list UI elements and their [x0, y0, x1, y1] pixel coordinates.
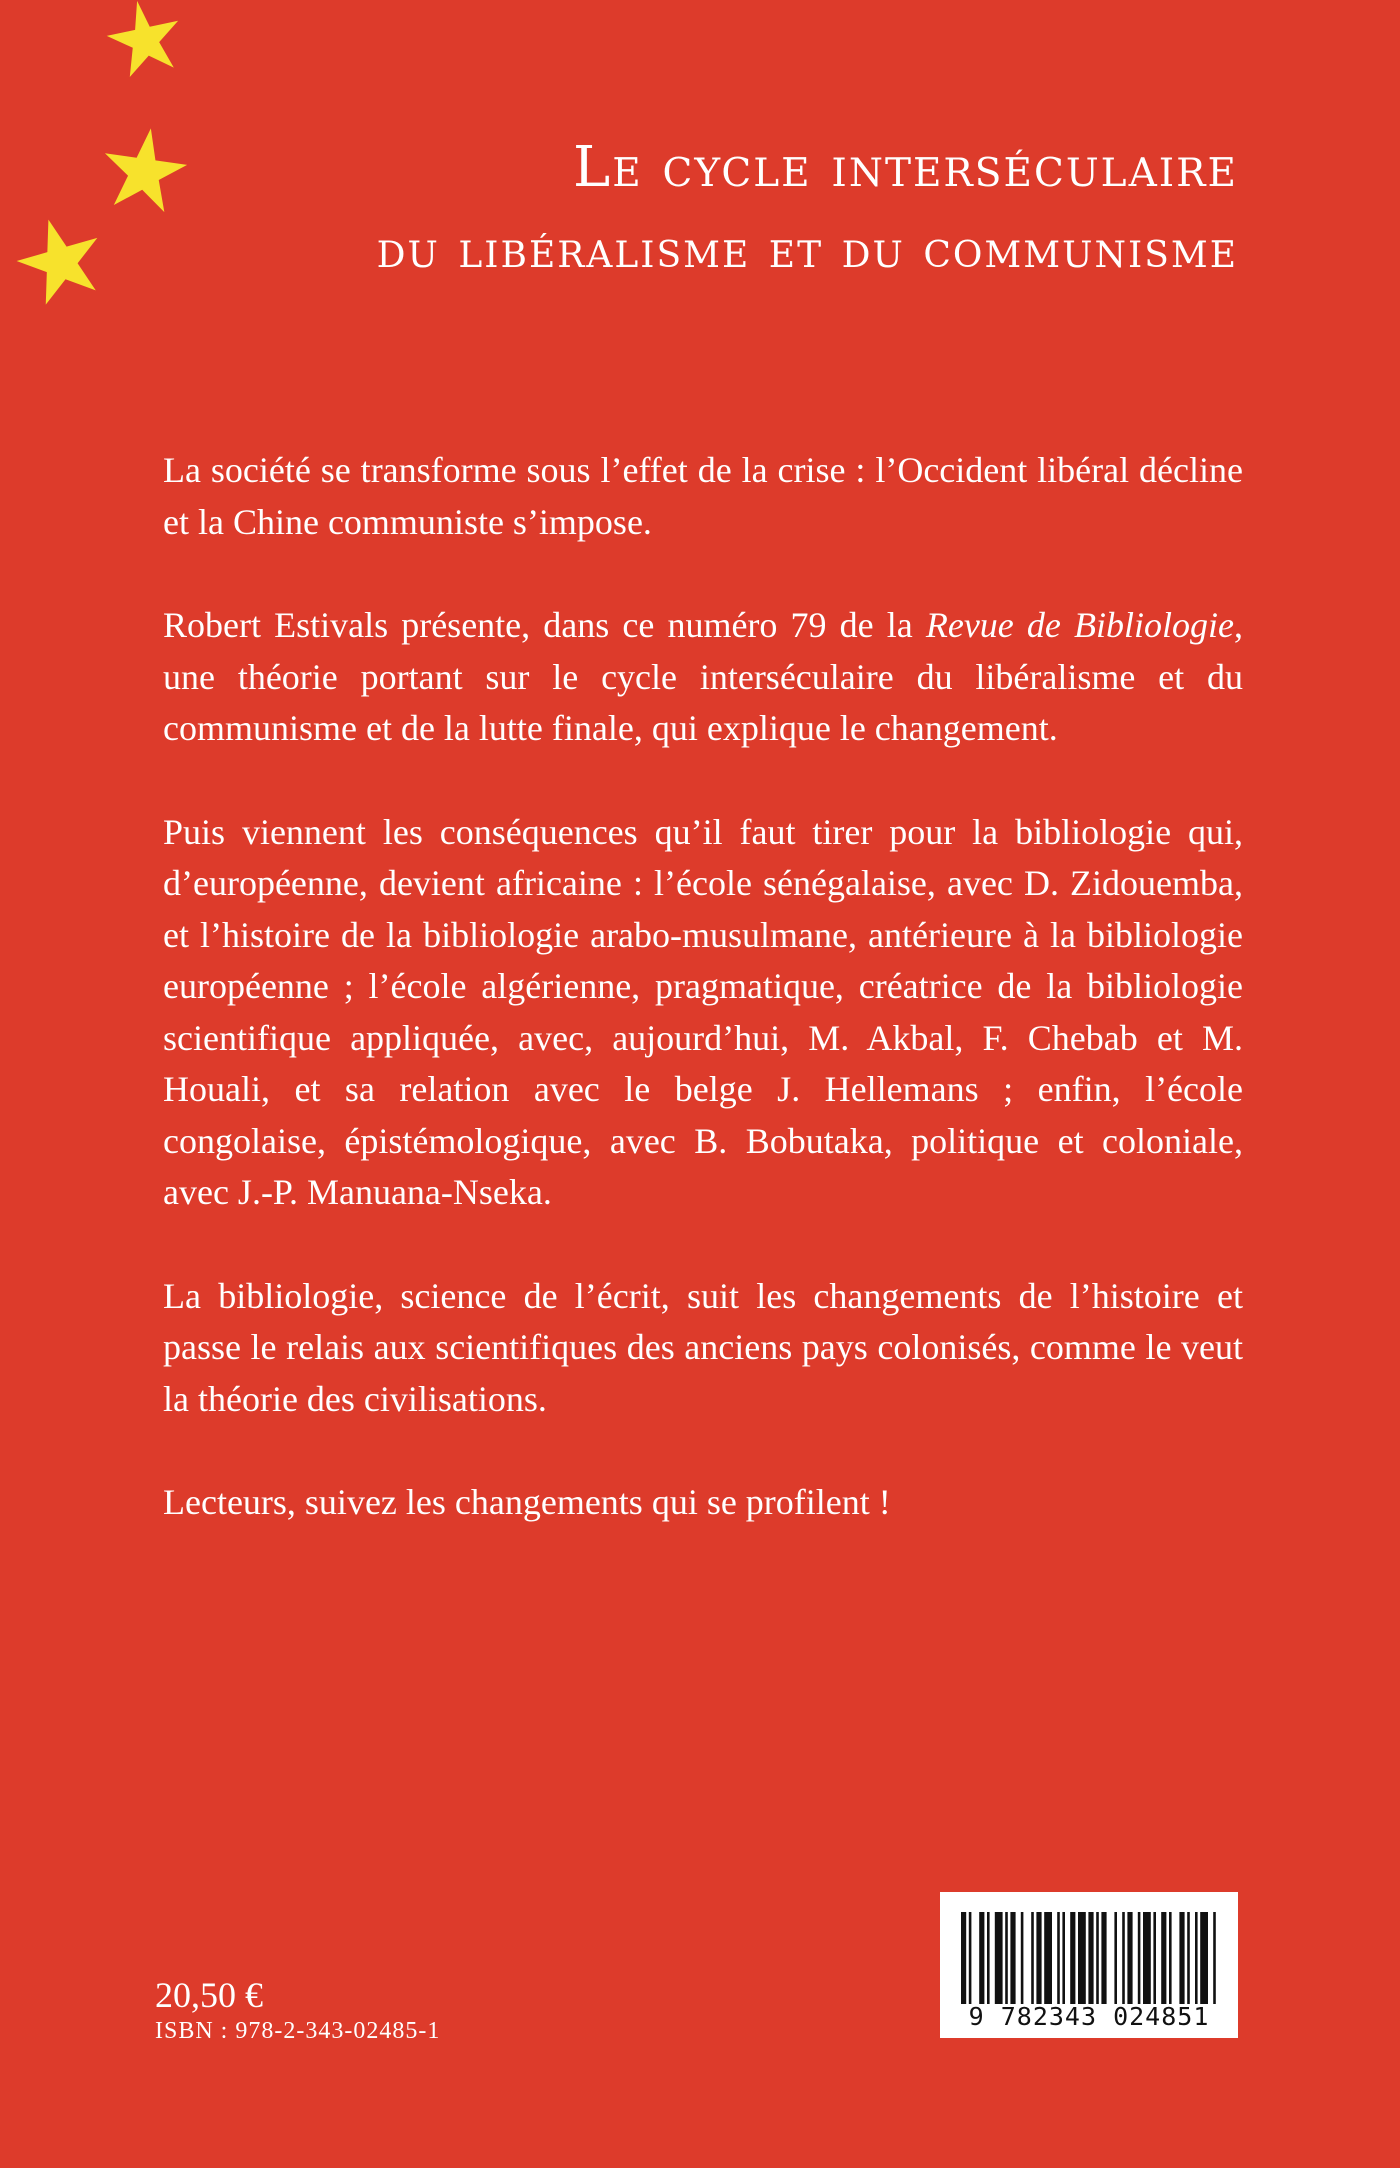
- isbn-label: ISBN : 978-2-343-02485-1: [155, 2018, 441, 2044]
- barcode-bar: [961, 1912, 966, 2004]
- paragraph-3: Puis viennent les conséquences qu’il faut tirer pour la bibliologie qui, d’européenne, devient africaine : l’école sénégalaise, avec D. Zidouemba, et l’histoire de la bibliologie arabo-musulmane, antérieure à la bibliologie européenne ; l’école algérienne, pragmatique, créatrice de la bibliologie scientifique appliquée, avec, aujourd’hui, M. Akbal, F. Chebab et M. Houali, et sa relation avec le belge J. Hellemans ; enfin, l’école congolaise, épistémologique, avec B. Bobutaka, politique et coloniale, avec J.-P. Manuana-Nseka.: [163, 811, 1243, 1212]
- barcode-bar: [1101, 1912, 1106, 2004]
- barcode-bar: [1143, 1912, 1151, 2004]
- journal-name: Revue de Bibliologie: [925, 605, 1234, 645]
- barcode-bar: [1161, 1912, 1166, 2004]
- paragraph-5: Lecteurs, suivez les changements qui se profilent !: [163, 1482, 891, 1522]
- barcode-bar: [995, 1912, 1003, 2004]
- barcode-bar: [1031, 1912, 1034, 2004]
- title-line-1: Le cycle interséculaire: [573, 135, 1238, 200]
- barcode-bar: [987, 1912, 990, 2004]
- price-label: 20,50 €: [155, 1975, 263, 2015]
- barcode-bar: [1127, 1912, 1132, 2004]
- barcode-bar: [1213, 1912, 1216, 2004]
- barcode-bar: [1044, 1912, 1052, 2004]
- blurb-text: [163, 445, 1243, 1529]
- barcode-bar: [1010, 1912, 1015, 2004]
- barcode-bar: [1021, 1912, 1024, 2004]
- barcode-bar: [1114, 1912, 1117, 2004]
- barcode-bars: [959, 1912, 1219, 2004]
- barcode-bar: [1057, 1912, 1060, 2004]
- barcode-bar: [1078, 1912, 1086, 2004]
- star-icon: [101, 0, 188, 80]
- paragraph-1: La société se transforme sous l’effet de la crise : l’Occident libéral décline et la Chine communiste s’impose.: [163, 450, 1243, 542]
- barcode-bar: [1179, 1912, 1184, 2004]
- paragraph-2-end: , une théorie portant sur le cycle interséculaire du libéralisme et du communisme et de la lutte finale, qui explique le changement.: [163, 605, 1243, 748]
- barcode-bar: [969, 1912, 972, 2004]
- barcode-bar: [1096, 1912, 1099, 2004]
- barcode-bar: [1062, 1912, 1065, 2004]
- barcode-bar: [1195, 1912, 1198, 2004]
- barcode: [940, 1892, 1238, 2038]
- barcode-bar: [979, 1912, 984, 2004]
- barcode-bar: [1036, 1912, 1041, 2004]
- barcode-bar: [1070, 1912, 1075, 2004]
- barcode-bar: [1200, 1912, 1208, 2004]
- barcode-bar: [1005, 1912, 1008, 2004]
- barcode-bar: [1153, 1912, 1156, 2004]
- star-icon: [8, 208, 111, 309]
- barcode-digits: 9 782343 024851: [968, 2002, 1210, 2031]
- barcode-bar: [1138, 1912, 1141, 2004]
- barcode-bar: [1169, 1912, 1172, 2004]
- barcode-bar: [1187, 1912, 1190, 2004]
- book-title: [138, 128, 1238, 292]
- title-line-2: du libéralisme et du communisme: [376, 220, 1238, 280]
- paragraph-4: La bibliologie, science de l’écrit, suit les changements de l’histoire et passe le relais aux scientifiques des anciens pays colonisés, comme le veut la théorie des civilisations.: [163, 1275, 1243, 1419]
- paragraph-2: [163, 600, 1243, 755]
- paragraph-2-start: Robert Estivals présente, dans ce numéro 79 de la: [163, 605, 926, 645]
- barcode-bar: [1122, 1912, 1125, 2004]
- barcode-bar: [1088, 1912, 1093, 2004]
